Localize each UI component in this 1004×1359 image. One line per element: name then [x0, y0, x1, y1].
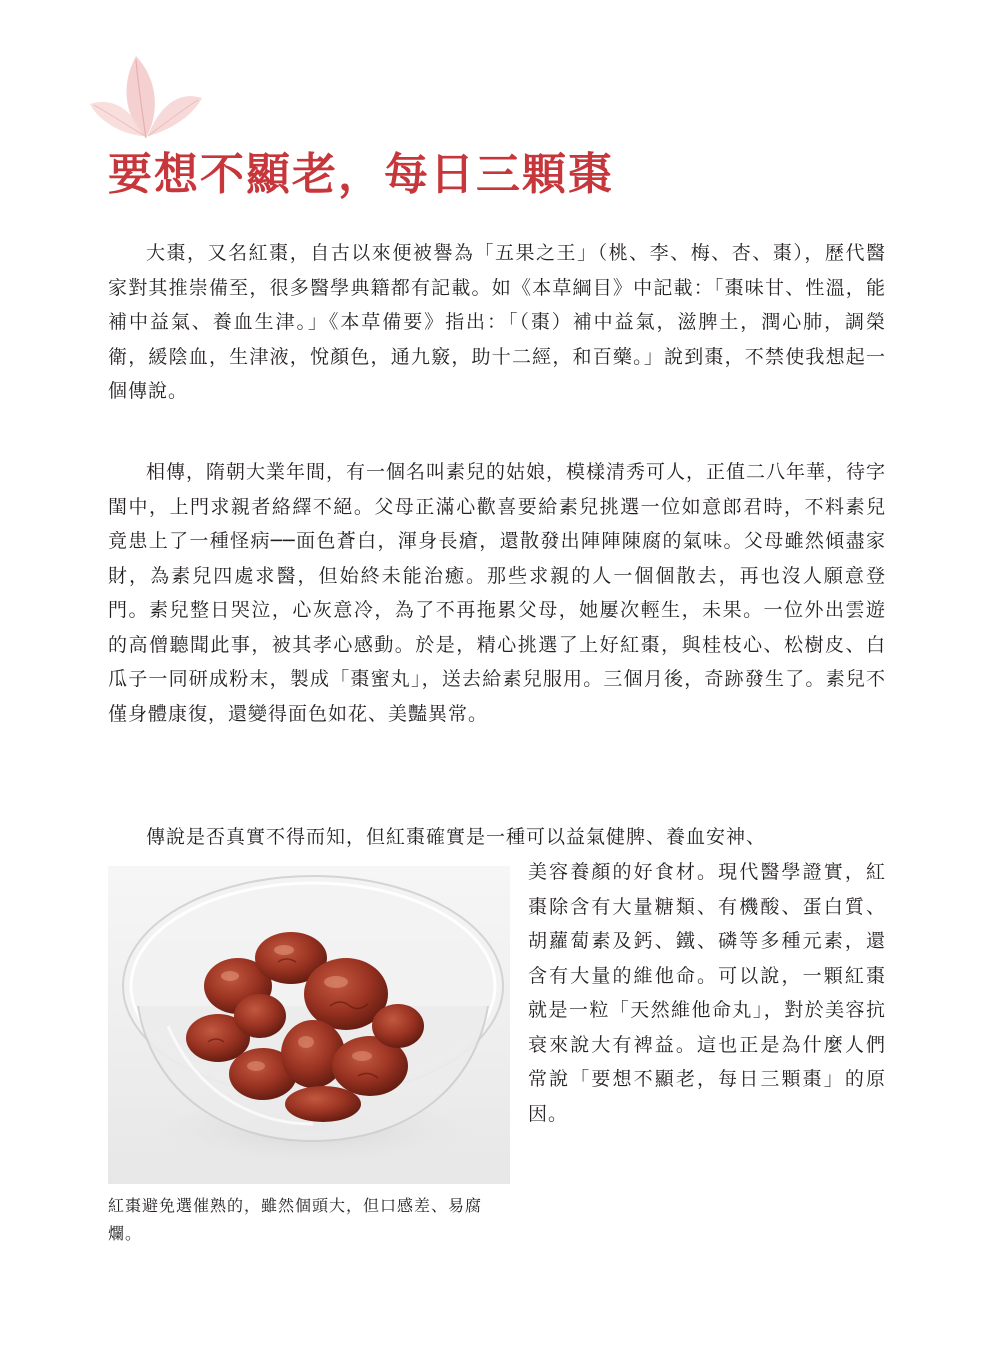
body-paragraph-wrapped: 美容養顏的好食材。現代醫學證實，紅棗除含有大量糖類、有機酸、蛋白質、胡蘿蔔素及鈣、鐵、磷等多種元素，還含有大量的維他命。可以說，一顆紅棗就是一粒「天然維他命丸」，對於美容抗衰來說大有裨益。這也正是為什麼人們常說「要想不顯老，每日三顆棗」的原因。 — [528, 861, 886, 1125]
jujube-bowl-photo — [108, 866, 510, 1184]
article-title: 要想不顯老，每日三顆棗 — [108, 149, 614, 200]
photo-caption: 紅棗避免選催熟的，雖然個頭大，但口感差、易腐爛。 — [108, 1196, 483, 1243]
body-paragraph: 相傳，隋朝大業年間，有一個名叫素兒的姑娘，模樣清秀可人，正值二八年華，待字閨中，上門求親者絡繹不絕。父母正滿心歡喜要給素兒挑選一位如意郎君時，不料素兒竟患上了一種怪病──面色蒼白，渾身長瘡，還散發出陣陣陳腐的氣味。父母雖然傾盡家財，為素兒四處求醫，但始終未能治癒。那些求親的人一個個散去，再也沒人願意登門。素兒整日哭泣，心灰意冷，為了不再拖累父母，她屢次輕生，未果。一位外出雲遊的高僧聽聞此事，被其孝心感動。於是，精心挑選了上好紅棗，與桂枝心、松樹皮、白瓜子一同研成粉末，製成「棗蜜丸」，送去給素兒服用。三個月後，奇跡發生了。素兒不僅身體康復，還變得面色如花、美豔異常。 — [108, 461, 887, 725]
body-paragraph: 大棗，又名紅棗，自古以來便被譽為「五果之王」（桃、李、梅、杏、棗），歷代醫家對其推崇備至，很多醫學典籍都有記載。如《本草綱目》中記載：「棗味甘、性溫，能補中益氣、養血生津。」《本草備要》指出：「（棗）補中益氣，滋脾土，潤心肺，調榮衛，緩陰血，生津液，悅顏色，通九竅，助十二經，和百藥。」說到棗，不禁使我想起一個傳說。 — [108, 242, 886, 402]
jujube-bowl-illustration — [108, 866, 510, 1184]
leaf-ornament-icon — [88, 50, 208, 150]
body-paragraph-lead-line: 傳說是否真實不得而知，但紅棗確實是一種可以益氣健脾、養血安神、 — [146, 826, 767, 848]
